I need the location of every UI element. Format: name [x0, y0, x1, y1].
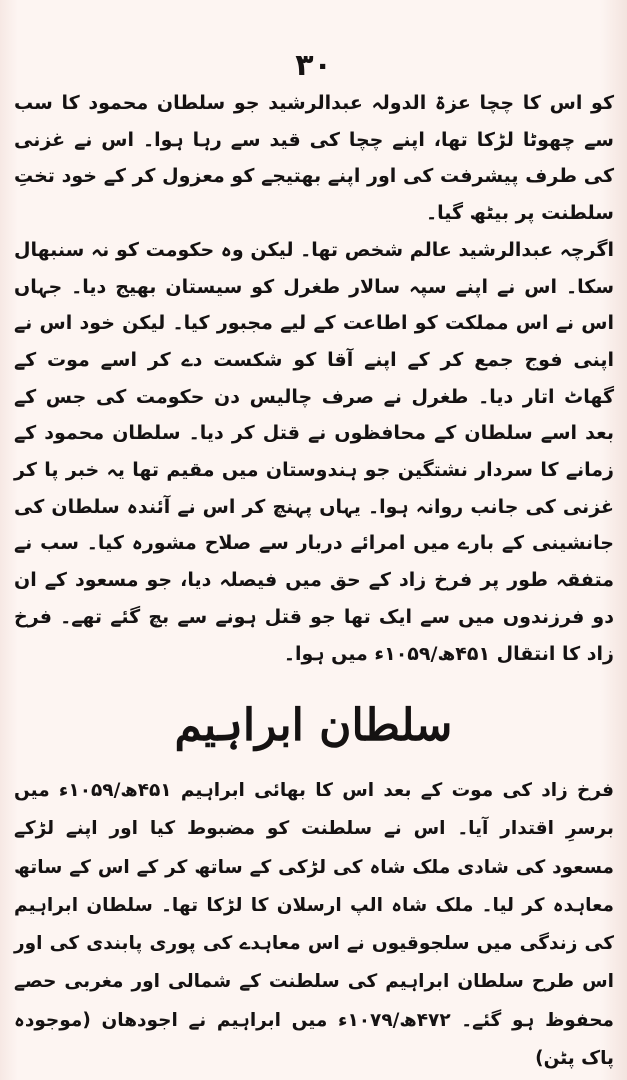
paragraph-1: کو اس کا چچا عزۃ الدولہ عبدالرشید جو سلطان محمود کا سب سے چھوٹا لڑکا تھا، اپنے چچا کی قید سے رہا ہوا۔ اس نے غزنی کی طرف پیشرفت کی اور اپنے بھتیجے کو معزول کر کے خود تختِ سلطنت پر بیٹھ گیا۔: [14, 92, 614, 225]
section-heading: سلطان ابراہیم: [174, 700, 453, 751]
paragraph-3: فرخ زاد کی موت کے بعد اس کا بھائی ابراہیم ۴۵۱ھ/۱۰۵۹ء میں برسرِ اقتدار آیا۔ اس نے سلطنت کو مضبوط کیا اور اپنے لڑکے مسعود کی شادی ملک شاہ کی لڑکی کے ساتھ کر کے اس کے ساتھ معاہدہ کر لیا۔ ملک شاہ الپ ارسلان کا لڑکا تھا۔ سلطان ابراہیم کی زندگی میں سلجوقیوں نے اس معاہدے کی پوری پابندی کی اور اس طرح سلطان ابراہیم کی سلطنت کے شمالی اور مغربی حصے محفوظ ہو گئے۔ ۴۷۲ھ/۱۰۷۹ء میں ابراہیم نے اجودھان (موجودہ پاک پٹن): [14, 780, 614, 1070]
page-number: ۳۰: [295, 48, 332, 83]
body-text-top: [14, 85, 614, 672]
paragraph-2: اگرچہ عبدالرشید عالم شخص تھا۔ لیکن وہ حکومت کو نہ سنبھال سکا۔ اس نے اپنے سپہ سالار طغرل کو سیستان بھیج دیا۔ جہاں اس نے اس مملکت کو اطاعت کے لیے مجبور کیا۔ لیکن خود اس نے اپنی فوج جمع کر کے اپنے آقا کو شکست دے کر اسے موت کے گھاٹ اتار دیا۔ طغرل نے صرف چالیس دن حکومت کی جس کے بعد اسے سلطان کے محافظوں نے قتل کر دیا۔ سلطان محمود کے زمانے کا سردار نشتگین جو ہندوستان میں مقیم تھا یہ خبر پا کر غزنی کی جانب روانہ ہوا۔ یہاں پہنچ کر اس نے آئندہ سلطان کی جانشینی کے بارے میں امرائے دربار سے صلاح مشورہ کیا۔ سب نے متفقہ طور پر فرخ زاد کے حق میں فیصلہ دیا، جو مسعود کے ان دو فرزندوں میں سے ایک تھا جو قتل ہونے سے بچ گئے تھے۔ فرخ زاد کا انتقال ۴۵۱ھ/۱۰۵۹ء میں ہوا۔: [14, 238, 614, 665]
body-text-bottom: [14, 772, 614, 1078]
